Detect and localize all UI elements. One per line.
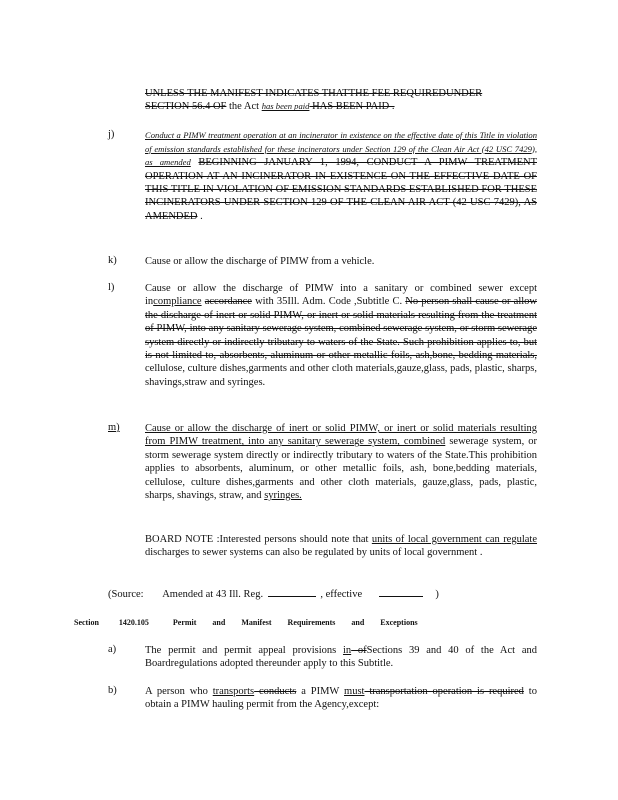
board-note: BOARD NOTE :Interested persons should note that units of local government can regulate discharges to sewer systems can also be regulated by units of local government . [145,534,538,559]
reg-blank [268,587,316,597]
top-amendment-block [145,87,537,114]
item-l-text: Cause or allow the discharge of PIMW into a sanitary or combined sewer except incompliance accordance with 35Ill. Adm. Code ,Subtitle C. No person shall cause or allow the discharge of inert or solid PIMW, or inert or solid materials resulting from the treatment of PIMW, into any sanitary sewerage system, combined sewerage system, or storm sewerage system directly or indirectly tributary to waters of the State. Such prohibition applies to, but is not limited to, absorbents, aluminum or other metallic foils, ash,bone, bedding materials, cellulose, culture dishes,garments and other cloth materials,gauze,glass, pads, plastic, sharps, shavings,straw and syringes. [145,283,538,388]
item-k-text: Cause or allow the discharge of PIMW from a vehicle. [145,256,375,267]
item-a-label: a) [108,644,117,655]
effective-blank [379,587,423,597]
item-l-label: l) [108,282,115,293]
item-b-label: b) [108,685,117,696]
section-heading: Section 1420.105 Permit and Manifest Requirements and Exceptions [74,618,418,627]
item-b-text: A person who transports conducts a PIMW must transportation operation is required to obtain a PIMW hauling permit from the Agency,except: [145,686,537,711]
top-line-1: UNLESS THE MANIFEST INDICATES THATTHE FEE REQUIREDUNDER [145,88,483,99]
item-m-label: m) [108,422,120,433]
source-line: (Source: Amended at 43 Ill. Reg. , effective ) [108,589,439,600]
item-k-label: k) [108,255,117,266]
top-line-2: SECTION 56.4 OF the Act has been paid HAS BEEN PAID . [145,101,395,113]
item-m-text: Cause or allow the discharge of inert or solid PIMW, or inert or solid materials resulting from PIMW treatment, into any sanitary sewerage system, combined sewerage system, or storm sewerage system directly or indirectly tributary to waters of the State.This prohibition applies to absorbents, aluminum, or other metallic foils, ash, bone,bedding materials, cellulose, culture dishes,garments and other cloth materials, gauze,glass, pads, plastic, sharps, shavings, straw, and syringes. [145,423,537,502]
item-j-label: j) [108,129,115,140]
item-j-text: Conduct a PIMW treatment operation at an incinerator in existence on the effective date of this Title in violation of emission standards established for these incinerators under Section 129 of the Clean Air Act (42 USC 7429), as amended BEGINNING JANUARY 1, 1994, CONDUCT A PIMW TREATMENT OPERATION AT AN INCINERATOR IN EXISTENCE ON THE EFFECTIVE DATE OF THIS TITLE IN VIOLATION OF EMISSION STANDARDS ESTABLISHED FOR THESE INCINERATORS UNDER SECTION 129 OF THE CLEAN AIR ACT (42 USC 7429), AS AMENDED . [145,130,537,222]
item-a-text: The permit and permit appeal provisions in ofSections 39 and 40 of the Act and Boardregulations adopted thereunder apply to this Subtitle. [145,645,537,670]
